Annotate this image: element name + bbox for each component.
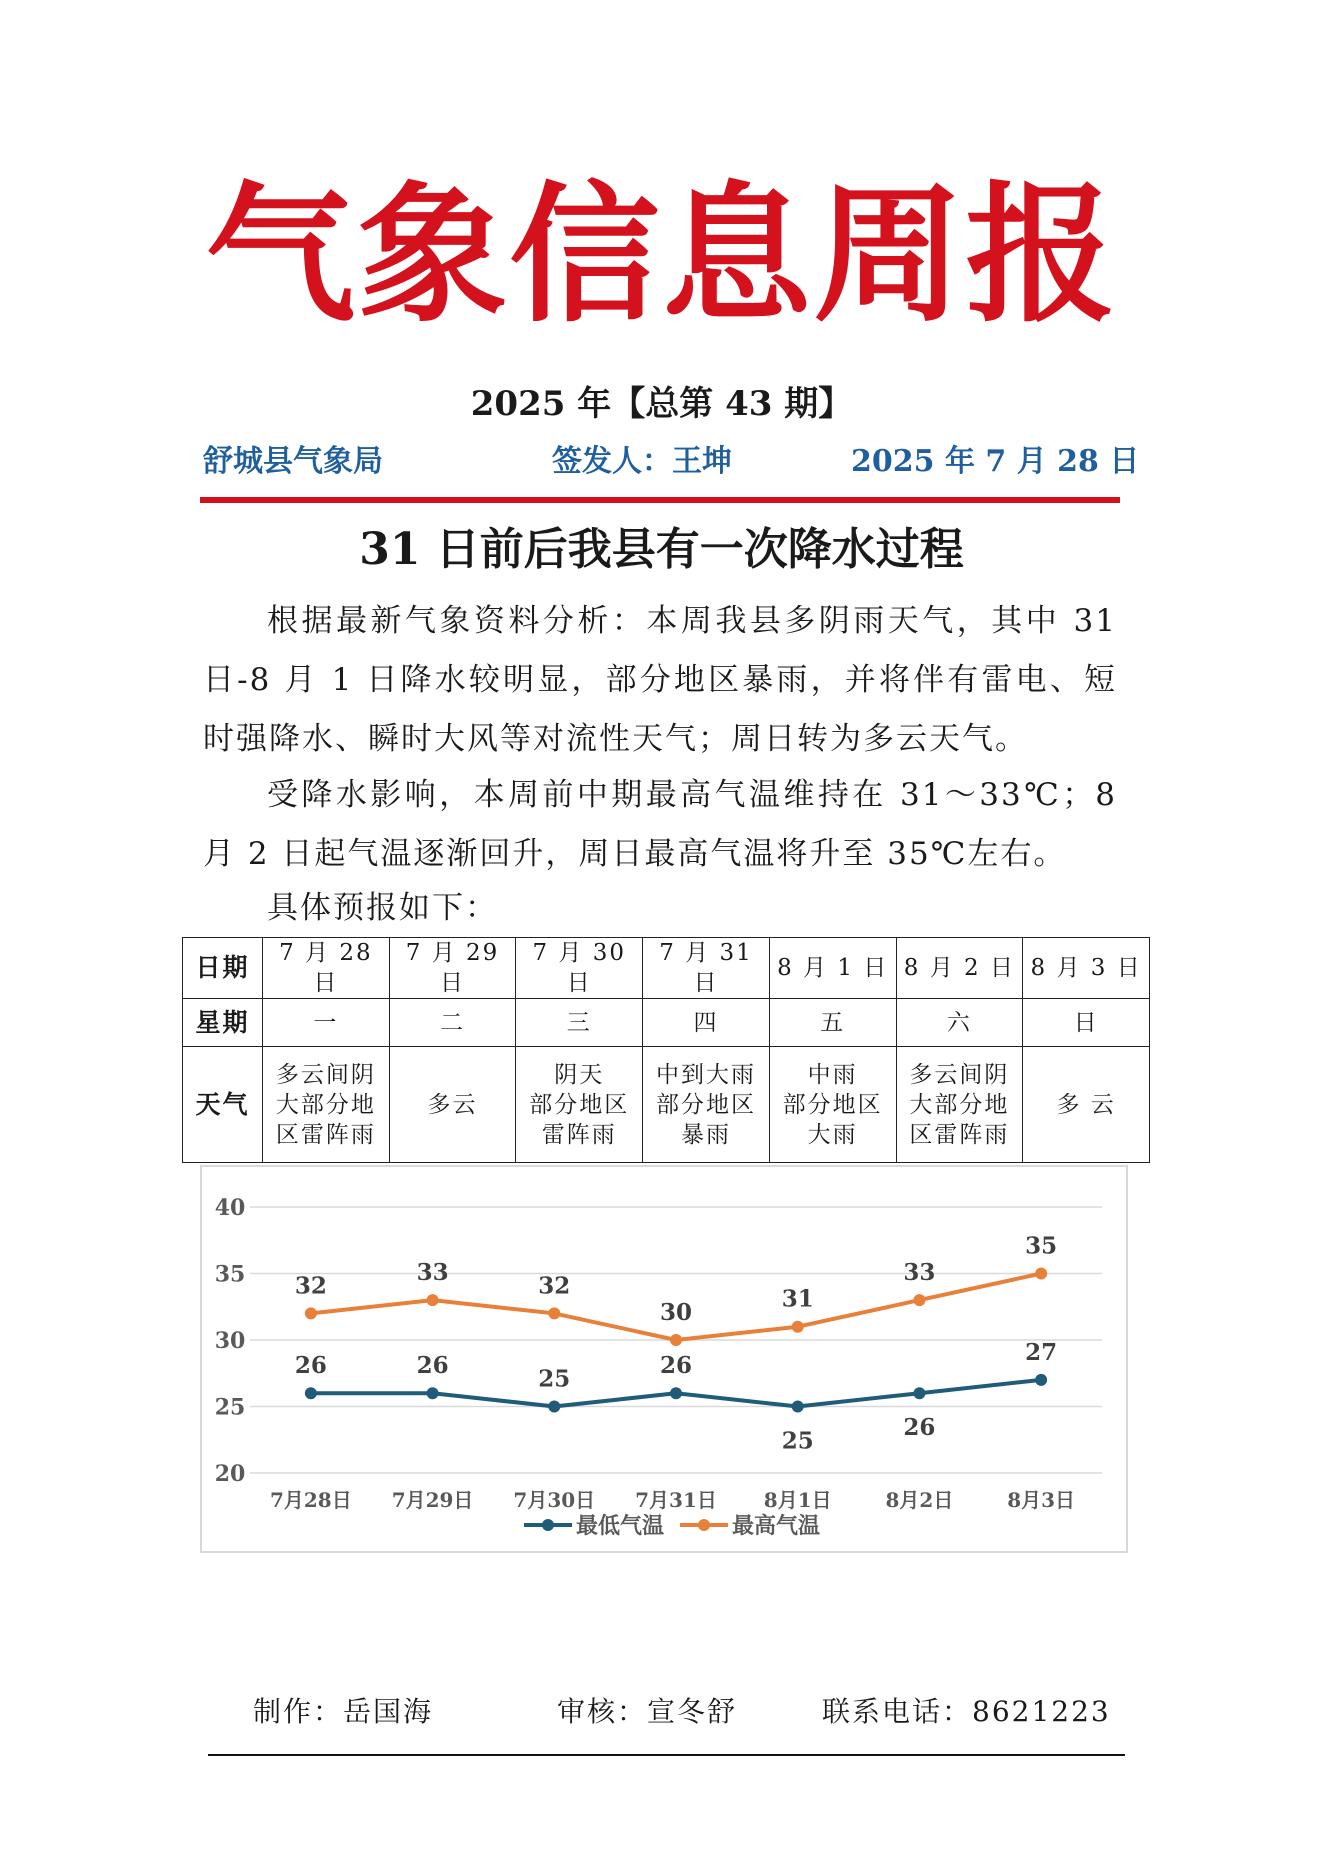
table-cell-weather — [516, 1047, 643, 1163]
data-label: 26 — [659, 1352, 693, 1380]
data-point — [792, 1401, 804, 1413]
data-label: 33 — [903, 1259, 936, 1287]
data-label: 32 — [294, 1272, 327, 1300]
weather-line: 大部分地 — [275, 1091, 376, 1118]
weather-line: 暴雨 — [680, 1121, 731, 1148]
issuing-bureau: 舒城县气象局 — [203, 444, 383, 479]
forecast-table — [182, 937, 1150, 1163]
legend-swatch-marker — [698, 1519, 710, 1531]
x-tick-label: 7月31日 — [635, 1488, 717, 1512]
table-cell-date: 7 月 28 日 — [263, 938, 390, 999]
data-label: 30 — [659, 1299, 693, 1326]
weather-line: 部分地区 — [655, 1091, 756, 1118]
table-cell-weather — [1023, 1047, 1150, 1163]
weather-line: 雷阵雨 — [541, 1121, 617, 1148]
table-row-weekday — [183, 999, 1150, 1047]
table-cell-weekday: 一 — [263, 999, 390, 1047]
weather-line: 区雷阵雨 — [275, 1121, 376, 1148]
data-label: 26 — [416, 1352, 449, 1380]
table-cell-weekday: 六 — [896, 999, 1023, 1047]
data-label: 32 — [538, 1272, 571, 1300]
table-cell-date: 7 月 30 日 — [516, 938, 643, 999]
legend-label: 最高气温 — [732, 1513, 821, 1539]
table-cell-weekday: 五 — [769, 999, 896, 1047]
footer-phone: 联系电话：8621223 — [822, 1695, 1111, 1728]
weather-line: 中雨 — [807, 1061, 858, 1088]
table-cell-date: 7 月 29 日 — [389, 938, 516, 999]
table-cell-weekday: 四 — [643, 999, 770, 1047]
table-cell-weather — [896, 1047, 1023, 1163]
data-label: 31 — [781, 1285, 814, 1313]
table-cell-weekday: 三 — [516, 999, 643, 1047]
data-label: 25 — [781, 1427, 814, 1455]
data-point — [548, 1401, 560, 1413]
y-tick-label: 40 — [214, 1195, 246, 1221]
temperature-chart-svg — [202, 1167, 1126, 1551]
y-tick-label: 35 — [214, 1261, 246, 1288]
row-label-weather: 天气 — [183, 1047, 263, 1163]
headline: 31 日前后我县有一次降水过程 — [359, 524, 964, 575]
temperature-chart — [200, 1165, 1128, 1553]
weather-line: 阴天 — [554, 1061, 605, 1088]
weather-line: 部分地区 — [782, 1091, 883, 1118]
y-tick-label: 25 — [214, 1394, 246, 1421]
data-point — [305, 1387, 317, 1399]
table-row-weather — [183, 1047, 1150, 1163]
data-point — [1035, 1268, 1047, 1280]
table-cell-date: 7 月 31 日 — [643, 938, 770, 999]
data-point — [1035, 1374, 1047, 1386]
table-row-date — [183, 938, 1150, 999]
weather-line: 多云 — [427, 1091, 478, 1118]
data-label: 35 — [1025, 1232, 1058, 1260]
data-point — [670, 1334, 682, 1346]
weather-line: 多 云 — [1056, 1091, 1116, 1118]
data-label: 27 — [1025, 1338, 1058, 1366]
data-point — [427, 1387, 439, 1399]
legend-label: 最低气温 — [576, 1513, 665, 1539]
data-point — [305, 1307, 317, 1319]
legend-swatch-marker — [542, 1519, 554, 1531]
data-point — [792, 1321, 804, 1333]
x-tick-label: 7月28日 — [269, 1488, 352, 1512]
x-tick-label: 8月3日 — [1007, 1488, 1076, 1512]
issue-date: 2025 年 7 月 28 日 — [851, 444, 1140, 479]
x-tick-label: 8月2日 — [885, 1488, 954, 1512]
table-cell-date: 8 月 1 日 — [769, 938, 896, 999]
table-cell-weekday: 二 — [389, 999, 516, 1047]
y-tick-label: 20 — [214, 1461, 246, 1487]
weather-line: 多云间阴 — [909, 1061, 1010, 1088]
table-cell-date: 8 月 3 日 — [1023, 938, 1150, 999]
data-label: 25 — [538, 1365, 571, 1393]
data-point — [913, 1387, 925, 1399]
weather-line: 区雷阵雨 — [909, 1121, 1010, 1148]
red-divider — [200, 497, 1120, 503]
paragraph-1-block — [203, 592, 1117, 769]
x-tick-label: 8月1日 — [763, 1488, 832, 1512]
paragraph-2-block — [203, 766, 1117, 884]
data-point — [427, 1294, 439, 1306]
row-label-date: 日期 — [183, 938, 263, 999]
table-cell-weather — [389, 1047, 516, 1163]
data-point — [548, 1307, 560, 1319]
paragraph-1: 根据最新气象资料分析：本周我县多阴雨天气，其中 31 日-8 月 1 日降水较明显，部分地区暴雨，并将伴有雷电、短时强降水、瞬时大风等对流性天气；周日转为多云天气。 — [203, 603, 1117, 757]
x-tick-label: 7月29日 — [391, 1488, 474, 1512]
weather-line: 部分地区 — [529, 1091, 630, 1118]
paragraph-2: 受降水影响，本周前中期最高气温维持在 31～33℃；8 月 2 日起气温逐渐回升，周日最高气温将升至 35℃左右。 — [203, 777, 1117, 872]
data-label: 26 — [294, 1352, 327, 1380]
data-label: 33 — [416, 1259, 449, 1287]
table-cell-weather — [769, 1047, 896, 1163]
table-cell-weekday: 日 — [1023, 999, 1150, 1047]
weather-line: 多云间阴 — [275, 1061, 376, 1088]
footer-divider — [208, 1754, 1125, 1756]
data-point — [670, 1387, 682, 1399]
signer: 签发人：王坤 — [552, 444, 732, 479]
x-tick-label: 7月30日 — [513, 1488, 596, 1512]
row-label-weekday: 星期 — [183, 999, 263, 1047]
data-point — [913, 1294, 925, 1306]
table-cell-date: 8 月 2 日 — [896, 938, 1023, 999]
forecast-intro: 具体预报如下： — [267, 890, 498, 926]
issue-number: 2025 年【总第 43 期】 — [470, 384, 853, 424]
weather-line: 大雨 — [807, 1121, 858, 1148]
footer-reviewer: 审核：宣冬舒 — [557, 1695, 738, 1728]
table-cell-weather — [263, 1047, 390, 1163]
footer-maker: 制作：岳国海 — [253, 1695, 434, 1728]
weather-line: 中到大雨 — [655, 1061, 756, 1088]
weather-line: 大部分地 — [909, 1091, 1010, 1118]
data-label: 26 — [903, 1414, 936, 1442]
y-tick-label: 30 — [214, 1328, 246, 1354]
table-cell-weather — [643, 1047, 770, 1163]
masthead-title: 气象信息周报 — [205, 167, 1118, 343]
